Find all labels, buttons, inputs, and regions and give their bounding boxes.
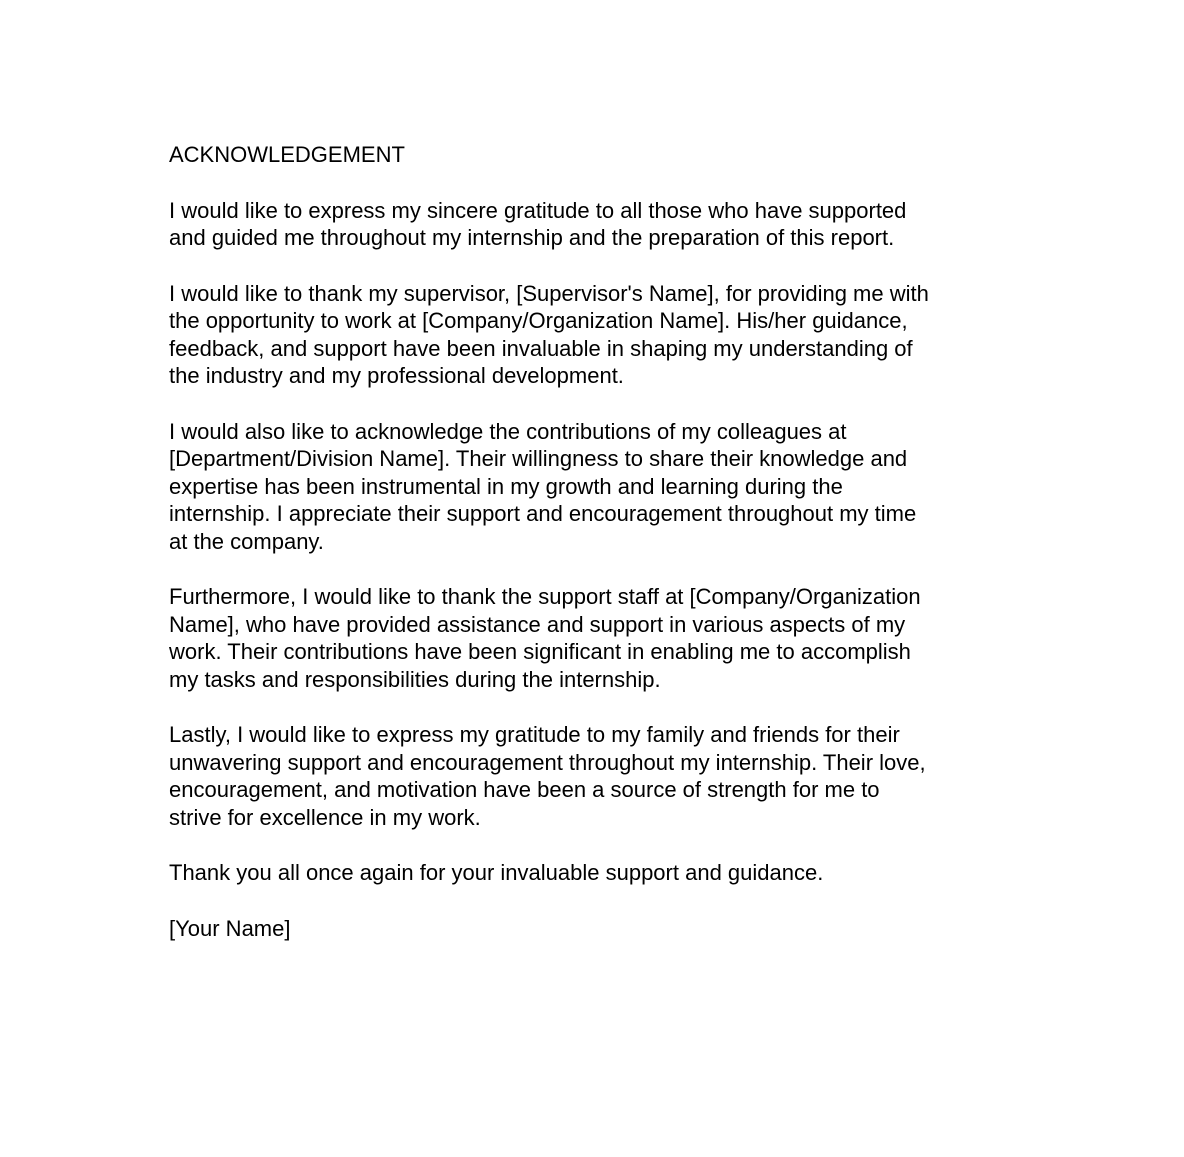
paragraph-line: Lastly, I would like to express my gratitude to my family and friends for their: [169, 722, 900, 747]
paragraph-supervisor: [169, 280, 1009, 390]
paragraph-line: feedback, and support have been invaluable in shaping my understanding of: [169, 335, 913, 361]
paragraph-line: my tasks and responsibilities during the internship.: [169, 666, 661, 692]
paragraph-line: unwavering support and encouragement throughout my internship. Their love,: [169, 749, 926, 775]
paragraph-gratitude: [169, 197, 1009, 252]
paragraph-line: work. Their contributions have been significant in enabling me to accomplish: [169, 639, 911, 664]
paragraph-line: Thank you all once again for your invaluable support and guidance.: [169, 860, 824, 885]
paragraph-line: internship. I appreciate their support and encouragement throughout my time: [169, 501, 917, 526]
paragraph-line: [Department/Division Name]. Their willingness to share their knowledge and: [169, 446, 908, 471]
paragraph-line: Name], who have provided assistance and support in various aspects of my: [169, 611, 906, 637]
paragraph-thank-you: [169, 859, 1009, 887]
paragraph-line: I would like to thank my supervisor, [Supervisor's Name], for providing me with: [169, 280, 929, 306]
paragraph-line: expertise has been instrumental in my growth and learning during the: [169, 473, 843, 499]
paragraph-line: I would like to express my sincere gratitude to all those who have supported: [169, 197, 907, 223]
document-page: [169, 141, 1009, 942]
paragraph-line: encouragement, and motivation have been a source of strength for me to: [169, 777, 880, 802]
paragraph-line: strive for excellence in my work.: [169, 804, 481, 830]
signature-name: [Your Name]: [169, 915, 291, 941]
paragraph-line: the industry and my professional development.: [169, 363, 624, 388]
paragraph-line: the opportunity to work at [Company/Organization Name]. His/her guidance,: [169, 308, 908, 333]
paragraph-family-friends: [169, 721, 1009, 831]
paragraph-line: and guided me throughout my internship and the preparation of this report.: [169, 225, 895, 250]
document-title: ACKNOWLEDGEMENT: [169, 142, 405, 167]
paragraph-colleagues: [169, 418, 1009, 556]
paragraph-line: I would also like to acknowledge the contributions of my colleagues at: [169, 418, 847, 444]
paragraph-line: Furthermore, I would like to thank the support staff at [Company/Organization: [169, 584, 921, 609]
paragraph-line: at the company.: [169, 528, 324, 554]
paragraph-support-staff: [169, 583, 1009, 693]
